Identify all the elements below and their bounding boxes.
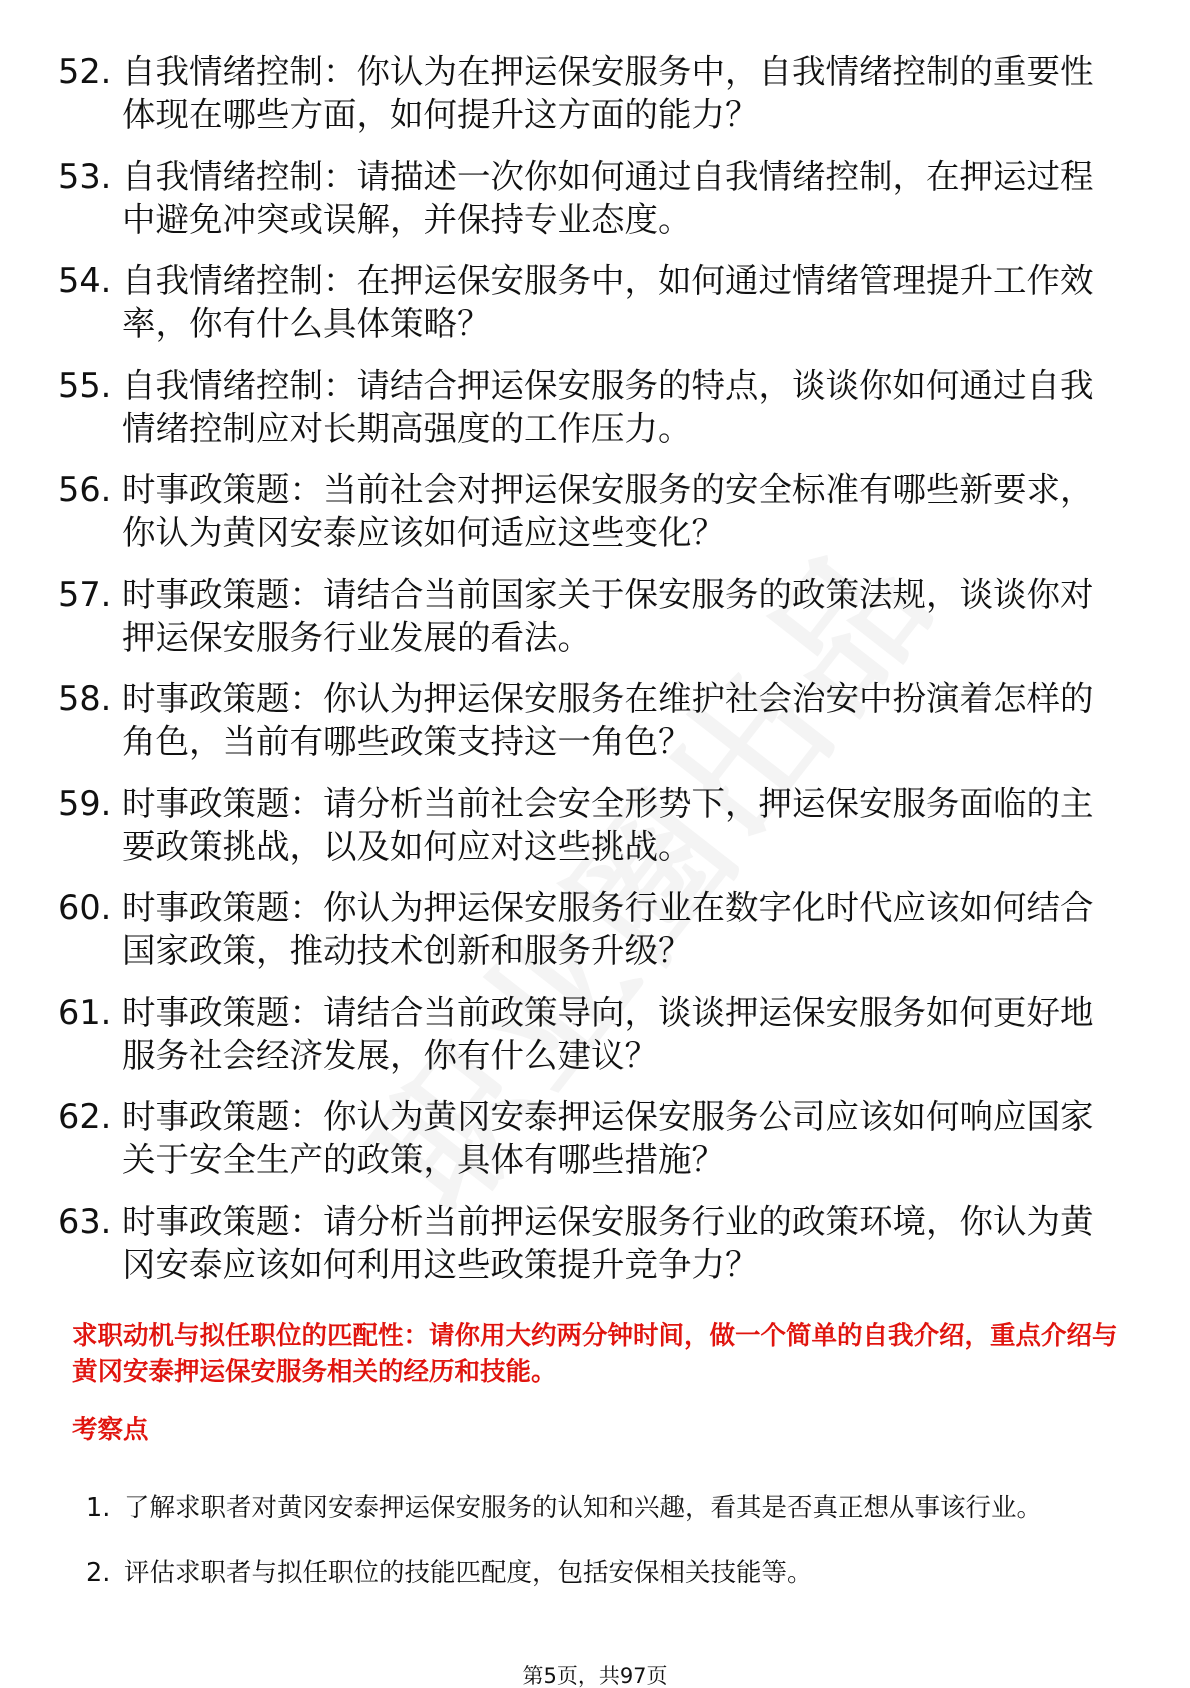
question-number: 52. bbox=[58, 52, 112, 91]
point-number: 1. bbox=[86, 1493, 111, 1523]
question-item bbox=[58, 677, 1118, 763]
focus-question-section bbox=[72, 1318, 1122, 1606]
question-text: 时事政策题：当前社会对押运保安服务的安全标准有哪些新要求，你认为黄冈安泰应该如何适应这些变化？ bbox=[122, 470, 1094, 552]
question-number: 54. bbox=[58, 261, 112, 300]
question-item bbox=[58, 468, 1118, 554]
question-text: 自我情绪控制：在押运保安服务中，如何通过情绪管理提升工作效率，你有什么具体策略？ bbox=[122, 261, 1094, 343]
focus-question-title: 求职动机与拟任职位的匹配性：请你用大约两分钟时间，做一个简单的自我介绍，重点介绍与黄冈安泰押运保安服务相关的经历和技能。 bbox=[72, 1321, 1118, 1387]
question-text: 时事政策题：你认为押运保安服务行业在数字化时代应该如何结合国家政策，推动技术创新和服务升级？ bbox=[122, 888, 1094, 970]
question-item bbox=[58, 886, 1118, 972]
point-text: 了解求职者对黄冈安泰押运保安服务的认知和兴趣，看其是否真正想从事该行业。 bbox=[124, 1493, 1043, 1523]
question-number: 53. bbox=[58, 156, 112, 196]
question-number: 62. bbox=[58, 1097, 112, 1136]
question-text: 自我情绪控制：请结合押运保安服务的特点，谈谈你如何通过自我情绪控制应对长期高强度的工作压力。 bbox=[122, 365, 1094, 448]
question-number: 58. bbox=[58, 679, 112, 718]
question-number: 61. bbox=[58, 992, 112, 1032]
assessment-point bbox=[72, 1476, 1122, 1541]
point-text: 评估求职者与拟任职位的技能匹配度，包括安保相关技能等。 bbox=[124, 1558, 813, 1588]
question-text: 自我情绪控制：请描述一次你如何通过自我情绪控制，在押运过程中避免冲突或误解，并保持专业态度。 bbox=[122, 156, 1094, 239]
assessment-points-heading: 考察点 bbox=[72, 1415, 149, 1445]
question-item bbox=[58, 50, 1118, 136]
question-text: 时事政策题：你认为押运保安服务在维护社会治安中扮演着怎样的角色，当前有哪些政策支持这一角色？ bbox=[122, 679, 1094, 761]
question-number: 59. bbox=[58, 783, 112, 823]
question-text: 时事政策题：你认为黄冈安泰押运保安服务公司应该如何响应国家关于安全生产的政策，具体有哪些措施？ bbox=[122, 1097, 1094, 1179]
question-number: 55. bbox=[58, 365, 112, 405]
question-text: 时事政策题：请分析当前社会安全形势下，押运保安服务面临的主要政策挑战，以及如何应对这些挑战。 bbox=[122, 783, 1094, 866]
point-number: 2. bbox=[86, 1558, 111, 1588]
question-number: 56. bbox=[58, 470, 112, 509]
question-item bbox=[58, 782, 1118, 868]
question-item bbox=[58, 573, 1118, 659]
question-number: 57. bbox=[58, 574, 112, 614]
question-item bbox=[58, 364, 1118, 450]
question-item bbox=[58, 155, 1118, 241]
question-text: 时事政策题：请结合当前国家关于保安服务的政策法规，谈谈你对押运保安服务行业发展的看法。 bbox=[122, 574, 1094, 657]
question-text: 时事政策题：请结合当前政策导向，谈谈押运保安服务如何更好地服务社会经济发展，你有什么建议？ bbox=[122, 992, 1094, 1075]
question-number: 60. bbox=[58, 888, 112, 927]
question-item bbox=[58, 1095, 1118, 1181]
question-text: 自我情绪控制：你认为在押运保安服务中，自我情绪控制的重要性体现在哪些方面，如何提升这方面的能力？ bbox=[122, 52, 1094, 134]
question-number: 63. bbox=[58, 1201, 112, 1241]
assessment-points-list bbox=[72, 1476, 1122, 1606]
question-list bbox=[58, 50, 1118, 1304]
question-text: 时事政策题：请分析当前押运保安服务行业的政策环境，你认为黄冈安泰应该如何利用这些政策提升竞争力？ bbox=[122, 1201, 1094, 1284]
page-footer: 第5页，共97页 bbox=[522, 1664, 668, 1688]
question-item bbox=[58, 991, 1118, 1077]
question-item bbox=[58, 1200, 1118, 1286]
question-item bbox=[58, 259, 1118, 345]
assessment-point bbox=[72, 1541, 1122, 1606]
